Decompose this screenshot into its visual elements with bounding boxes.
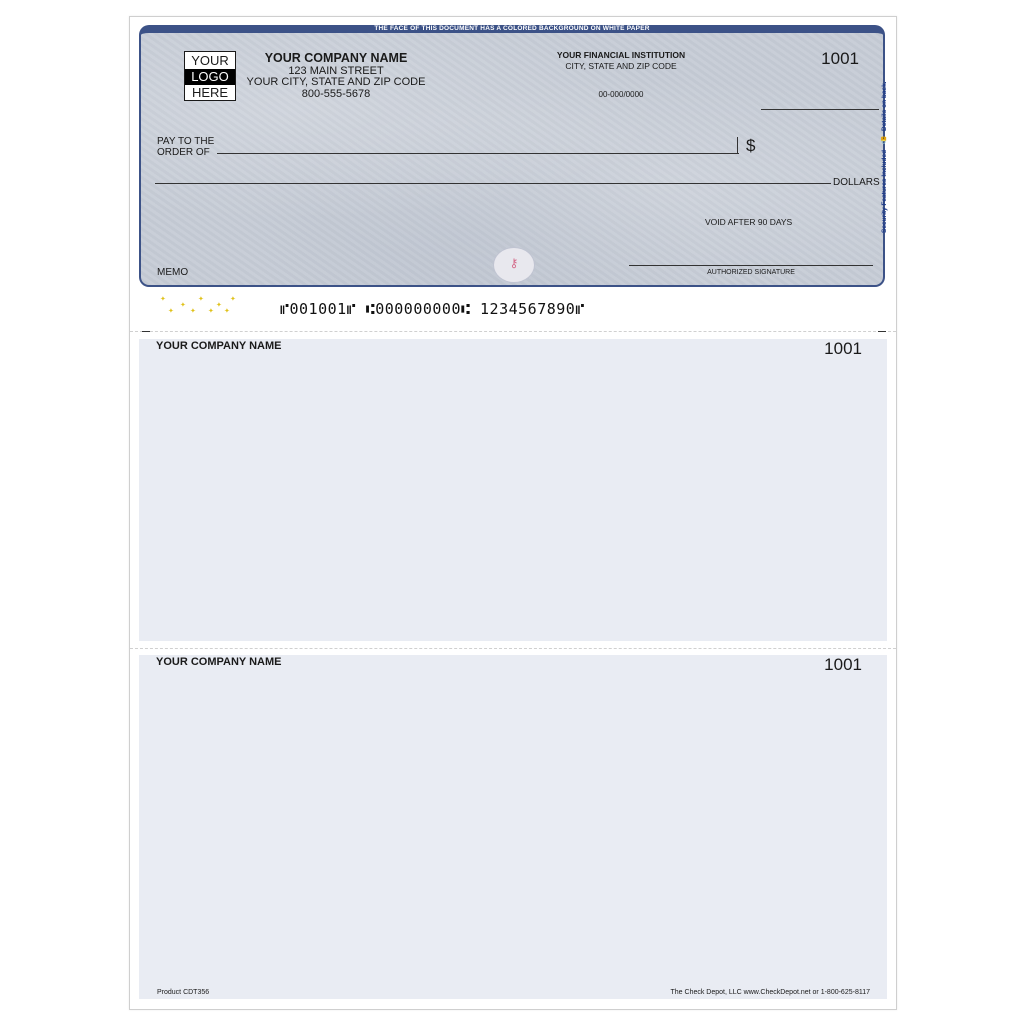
routing-fraction: 00-000/0000 [598, 90, 644, 99]
payee-line[interactable] [217, 153, 739, 154]
bank-info [531, 50, 711, 72]
perforation-tick [142, 331, 150, 332]
star-icon: ✦ [208, 308, 214, 315]
stub-company-name: YOUR COMPANY NAME [156, 656, 282, 668]
company-name: YOUR COMPANY NAME [264, 51, 408, 65]
star-icon: ✦ [180, 302, 186, 309]
memo-label: MEMO [157, 267, 189, 278]
logo-line-1: YOUR [191, 53, 229, 68]
pay-to-label [157, 137, 214, 158]
product-code: Product CDT356 [157, 989, 210, 996]
company-info [245, 53, 427, 100]
stub-company-name: YOUR COMPANY NAME [156, 340, 282, 352]
logo-line-2: LOGO [185, 69, 235, 85]
perforation-tick [878, 331, 886, 332]
star-icon: ✦ [168, 308, 174, 315]
star-icon: ✦ [224, 308, 230, 315]
bank-name: YOUR FINANCIAL INSTITUTION [556, 50, 686, 60]
void-notice: VOID AFTER 90 DAYS [705, 217, 793, 227]
pay-to-line-1: PAY TO THE [157, 136, 215, 147]
security-stars [156, 295, 236, 319]
date-line[interactable] [761, 109, 879, 110]
micr-line: ⑈001001⑈ ⑆000000000⑆ 1234567890⑈ [280, 300, 585, 318]
signature-line[interactable] [629, 265, 873, 266]
star-icon: ✦ [216, 302, 222, 309]
key-icon: ⚷ [509, 256, 519, 270]
company-phone: 800-555-5678 [301, 87, 371, 100]
heat-sensitive-seal [493, 247, 535, 283]
perforation [130, 648, 896, 649]
security-banner: THE FACE OF THIS DOCUMENT HAS A COLORED BACKGROUND ON WHITE PAPER [374, 25, 650, 32]
stub-check-number: 1001 [824, 339, 862, 358]
dollar-sign: $ [746, 136, 756, 155]
logo-placeholder [184, 51, 236, 101]
dollars-label: DOLLARS [833, 177, 880, 188]
details-on-back-text: Details on back. [881, 81, 888, 131]
star-icon: ✦ [190, 308, 196, 315]
stub-2 [139, 655, 887, 999]
star-icon: ✦ [160, 296, 166, 303]
signature-label: AUTHORIZED SIGNATURE [707, 269, 795, 276]
company-street: 123 MAIN STREET [288, 64, 384, 77]
bank-city: CITY, STATE AND ZIP CODE [565, 61, 677, 71]
written-amount-line[interactable] [155, 183, 831, 184]
logo-line-3: HERE [191, 85, 229, 100]
stub-check-number: 1001 [824, 655, 862, 674]
check-number: 1001 [821, 49, 859, 68]
vendor-info: The Check Depot, LLC www.CheckDepot.net or 1-800-625-8117 [670, 989, 870, 996]
pay-to-line-2: ORDER OF [157, 146, 210, 158]
star-icon: ✦ [230, 296, 236, 303]
company-city: YOUR CITY, STATE AND ZIP CODE [246, 76, 426, 88]
amount-box-divider [737, 137, 738, 154]
security-features-text: Security Features Included [881, 149, 888, 233]
security-side-text [880, 81, 890, 233]
check-face [139, 25, 885, 287]
lock-icon: 🔒 [881, 135, 888, 145]
stub-1 [139, 339, 887, 641]
star-icon: ✦ [198, 296, 204, 303]
perforation [130, 331, 896, 332]
check-sheet [129, 16, 897, 1010]
